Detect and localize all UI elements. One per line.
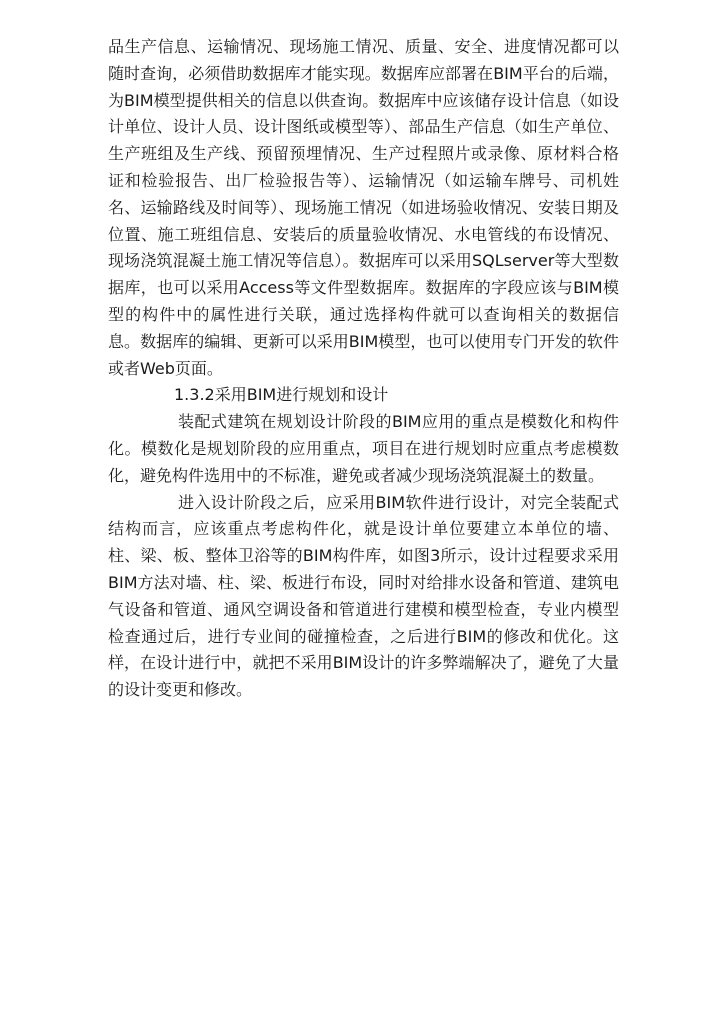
document-page [108, 34, 619, 704]
body-paragraph-database: 品生产信息、运输情况、现场施工情况、质量、安全、进度情况都可以随时查询，必须借助数据库才能实现。数据库应部署在BIM平台的后端，为BIM模型提供相关的信息以供查询。数据库中应该储存设计信息（如设计单位、设计人员、设计图纸或模型等）、部品生产信息（如生产单位、生产班组及生产线、预留预埋情况、生产过程照片或录像、原材料合格证和检验报告、出厂检验报告等）、运输情况（如运输车牌号、司机姓名、运输路线及时间等）、现场施工情况（如进场验收情况、安装日期及位置、施工班组信息、安装后的质量验收情况、水电管线的布设情况、现场浇筑混凝土施工情况等信息）。数据库可以采用SQLserver等大型数据库，也可以采用Access等文件型数据库。数据库的字段应该与BIM模型的构件中的属性进行关联，通过选择构件就可以查询相关的数据信息。数据库的编辑、更新可以采用BIM模型，也可以使用专门开发的软件或者Web页面。 [108, 37, 619, 378]
body-paragraph-design: 进入设计阶段之后，应采用BIM软件进行设计，对完全装配式结构而言，应该重点考虑构件化，就是设计单位要建立本单位的墙、柱、梁、板、整体卫浴等的BIM构件库，如图3所示，设计过程要求采用BIM方法对墙、柱、梁、板进行布设，同时对给排水设备和管道、建筑电气设备和管道、通风空调设备和管道进行建模和模型检查，专业内模型检查通过后，进行专业间的碰撞检查，之后进行BIM的修改和优化。这样，在设计进行中，就把不采用BIM设计的许多弊端解决了，避免了大量的设计变更和修改。 [108, 492, 619, 700]
body-paragraph-planning: 装配式建筑在规划设计阶段的BIM应用的重点是模数化和构件化。模数化是规划阶段的应用重点，项目在进行规划时应重点考虑模数化，避免构件选用中的不标准，避免或者减少现场浇筑混凝土的数量。 [108, 412, 619, 485]
section-heading: 1.3.2采用BIM进行规划和设计 [174, 385, 389, 405]
